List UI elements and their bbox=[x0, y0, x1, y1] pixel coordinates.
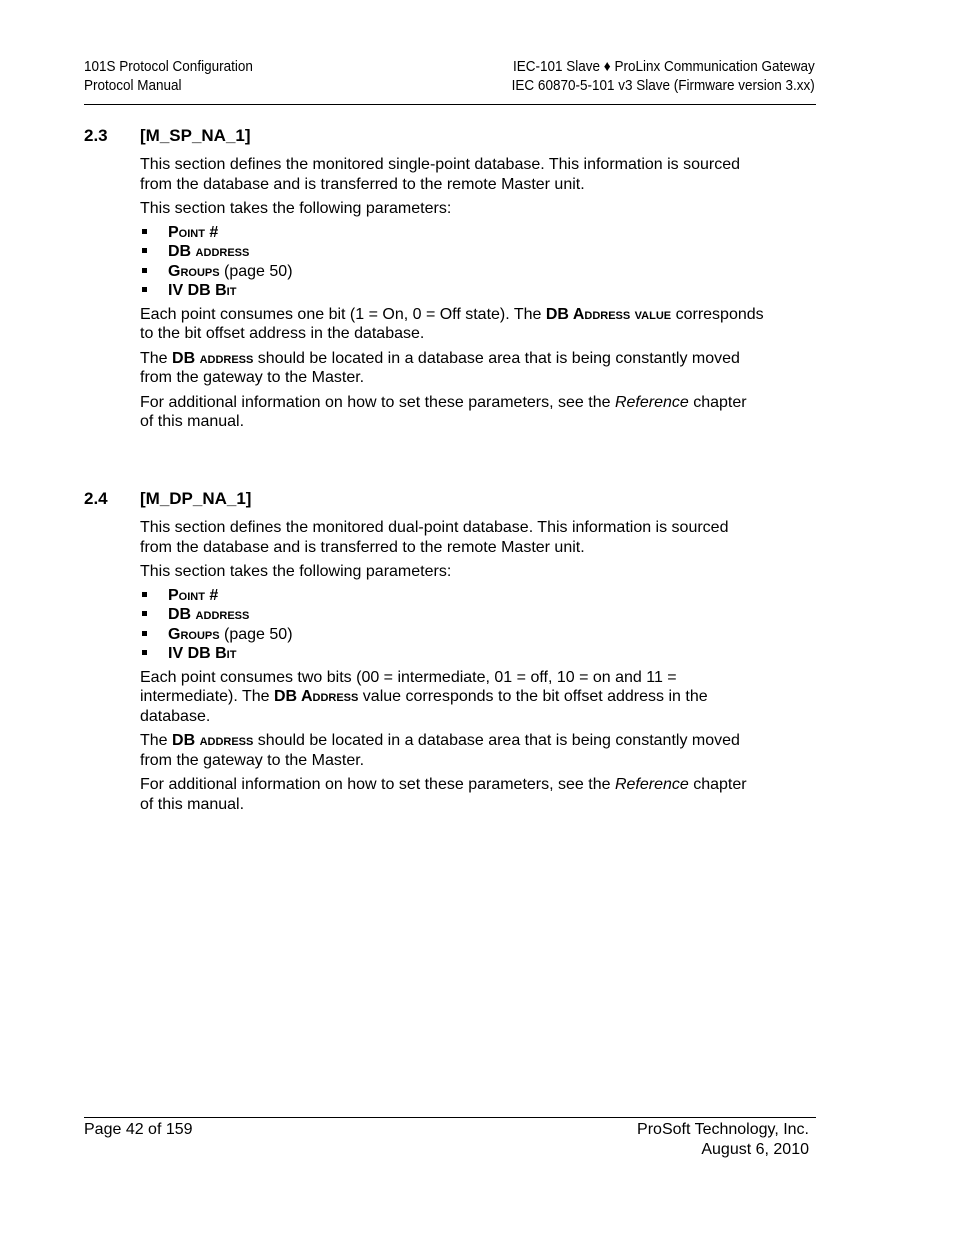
section-heading bbox=[84, 126, 764, 146]
bullet-icon bbox=[142, 631, 147, 636]
params-lead: This section takes the following parameters: bbox=[140, 563, 452, 580]
consumes-text-end: value corresponds to the bit offset address in the database. bbox=[140, 688, 708, 725]
list-item bbox=[140, 242, 764, 262]
db-address-term: DB Address value bbox=[545, 305, 672, 323]
header-right bbox=[512, 57, 815, 95]
list-item bbox=[140, 262, 764, 282]
consumes-paragraph bbox=[140, 668, 764, 727]
list-item bbox=[140, 605, 764, 625]
reference-chapter-link[interactable]: Reference bbox=[614, 393, 689, 411]
footer-date: August 6, 2010 bbox=[701, 1141, 809, 1158]
location-text-end: should be located in a database area that is being constantly moved from the gateway to the Master. bbox=[140, 349, 740, 386]
parameter-list bbox=[140, 586, 764, 664]
location-text-end: should be located in a database area that is being constantly moved from the gateway to the Master. bbox=[140, 732, 740, 769]
param-groups-link[interactable]: Groups bbox=[168, 625, 220, 643]
db-address-term: DB address bbox=[172, 732, 254, 749]
additional-text: For additional information on how to set these parameters, see the bbox=[140, 393, 615, 411]
footer-company: ProSoft Technology, Inc. bbox=[637, 1121, 809, 1138]
bullet-icon bbox=[142, 592, 147, 597]
consumes-text: Each point consumes two bits (00 = intermediate, 01 = off, 10 = on and 11 = intermediate). The bbox=[140, 668, 677, 705]
consumes-text-end: corresponds to the bit offset address in the database. bbox=[140, 305, 764, 342]
bullet-icon bbox=[142, 611, 147, 616]
additional-text-end: chapter of this manual. bbox=[140, 393, 747, 430]
footer-page-number: Page 42 of 159 bbox=[84, 1121, 193, 1138]
section-number: 2.4 bbox=[84, 489, 108, 508]
header-product: IEC-101 Slave ♦ ProLinx Communication Gateway bbox=[513, 58, 815, 75]
footer-right bbox=[637, 1120, 809, 1160]
section-title: [M_DP_NA_1] bbox=[140, 489, 252, 508]
param-point: Point # bbox=[168, 586, 219, 604]
consumes-paragraph bbox=[140, 305, 764, 344]
section-intro: This section defines the monitored single-point database. This information is sourced from the database and is transferred to the remote Master unit. bbox=[140, 156, 741, 193]
bullet-icon bbox=[142, 248, 147, 253]
db-address-term: DB Address bbox=[274, 688, 359, 705]
list-item bbox=[140, 281, 764, 301]
param-iv-db-bit: IV DB Bit bbox=[168, 645, 237, 662]
consumes-text: Each point consumes one bit (1 = On, 0 = Off state). The bbox=[140, 305, 546, 323]
param-db-address: DB address bbox=[168, 243, 250, 260]
location-paragraph bbox=[140, 349, 764, 388]
location-text: The bbox=[140, 732, 173, 749]
param-point: Point # bbox=[168, 223, 219, 241]
param-groups-link[interactable]: Groups bbox=[168, 262, 220, 280]
list-item bbox=[140, 625, 764, 645]
header-divider bbox=[84, 104, 816, 105]
param-groups-page-ref: (page 50) bbox=[219, 262, 293, 280]
param-db-address: DB address bbox=[168, 606, 250, 623]
bullet-icon bbox=[142, 268, 147, 273]
param-iv-db-bit: IV DB Bit bbox=[168, 282, 237, 299]
header-doc-subtitle: Protocol Manual bbox=[84, 77, 182, 94]
section-title: [M_SP_NA_1] bbox=[140, 126, 251, 145]
footer-divider bbox=[84, 1117, 816, 1118]
param-groups-page-ref: (page 50) bbox=[219, 625, 293, 643]
bullet-icon bbox=[142, 287, 147, 292]
location-paragraph bbox=[140, 731, 764, 770]
list-item bbox=[140, 223, 764, 243]
section-2-4 bbox=[84, 489, 764, 819]
parameter-list bbox=[140, 223, 764, 301]
section-intro: This section defines the monitored dual-point database. This information is sourced from the database and is transferred to the remote Master unit. bbox=[140, 519, 729, 556]
additional-text: For additional information on how to set these parameters, see the bbox=[140, 776, 615, 793]
list-item bbox=[140, 586, 764, 606]
bullet-icon bbox=[142, 650, 147, 655]
reference-chapter-link[interactable]: Reference bbox=[614, 776, 689, 793]
section-number: 2.3 bbox=[84, 126, 108, 145]
location-text: The bbox=[140, 349, 173, 367]
params-lead: This section takes the following parameters: bbox=[140, 200, 452, 217]
header-version: IEC 60870-5-101 v3 Slave (Firmware version 3.xx) bbox=[511, 77, 815, 94]
header-doc-title: 101S Protocol Configuration bbox=[84, 58, 253, 75]
header-left bbox=[84, 57, 253, 95]
section-heading bbox=[84, 489, 764, 509]
additional-text-end: chapter of this manual. bbox=[140, 776, 747, 813]
db-address-term: DB address bbox=[172, 349, 254, 367]
section-2-3 bbox=[84, 126, 764, 437]
additional-info-paragraph bbox=[140, 775, 764, 814]
list-item bbox=[140, 644, 764, 664]
additional-info-paragraph bbox=[140, 393, 764, 432]
bullet-icon bbox=[142, 229, 147, 234]
